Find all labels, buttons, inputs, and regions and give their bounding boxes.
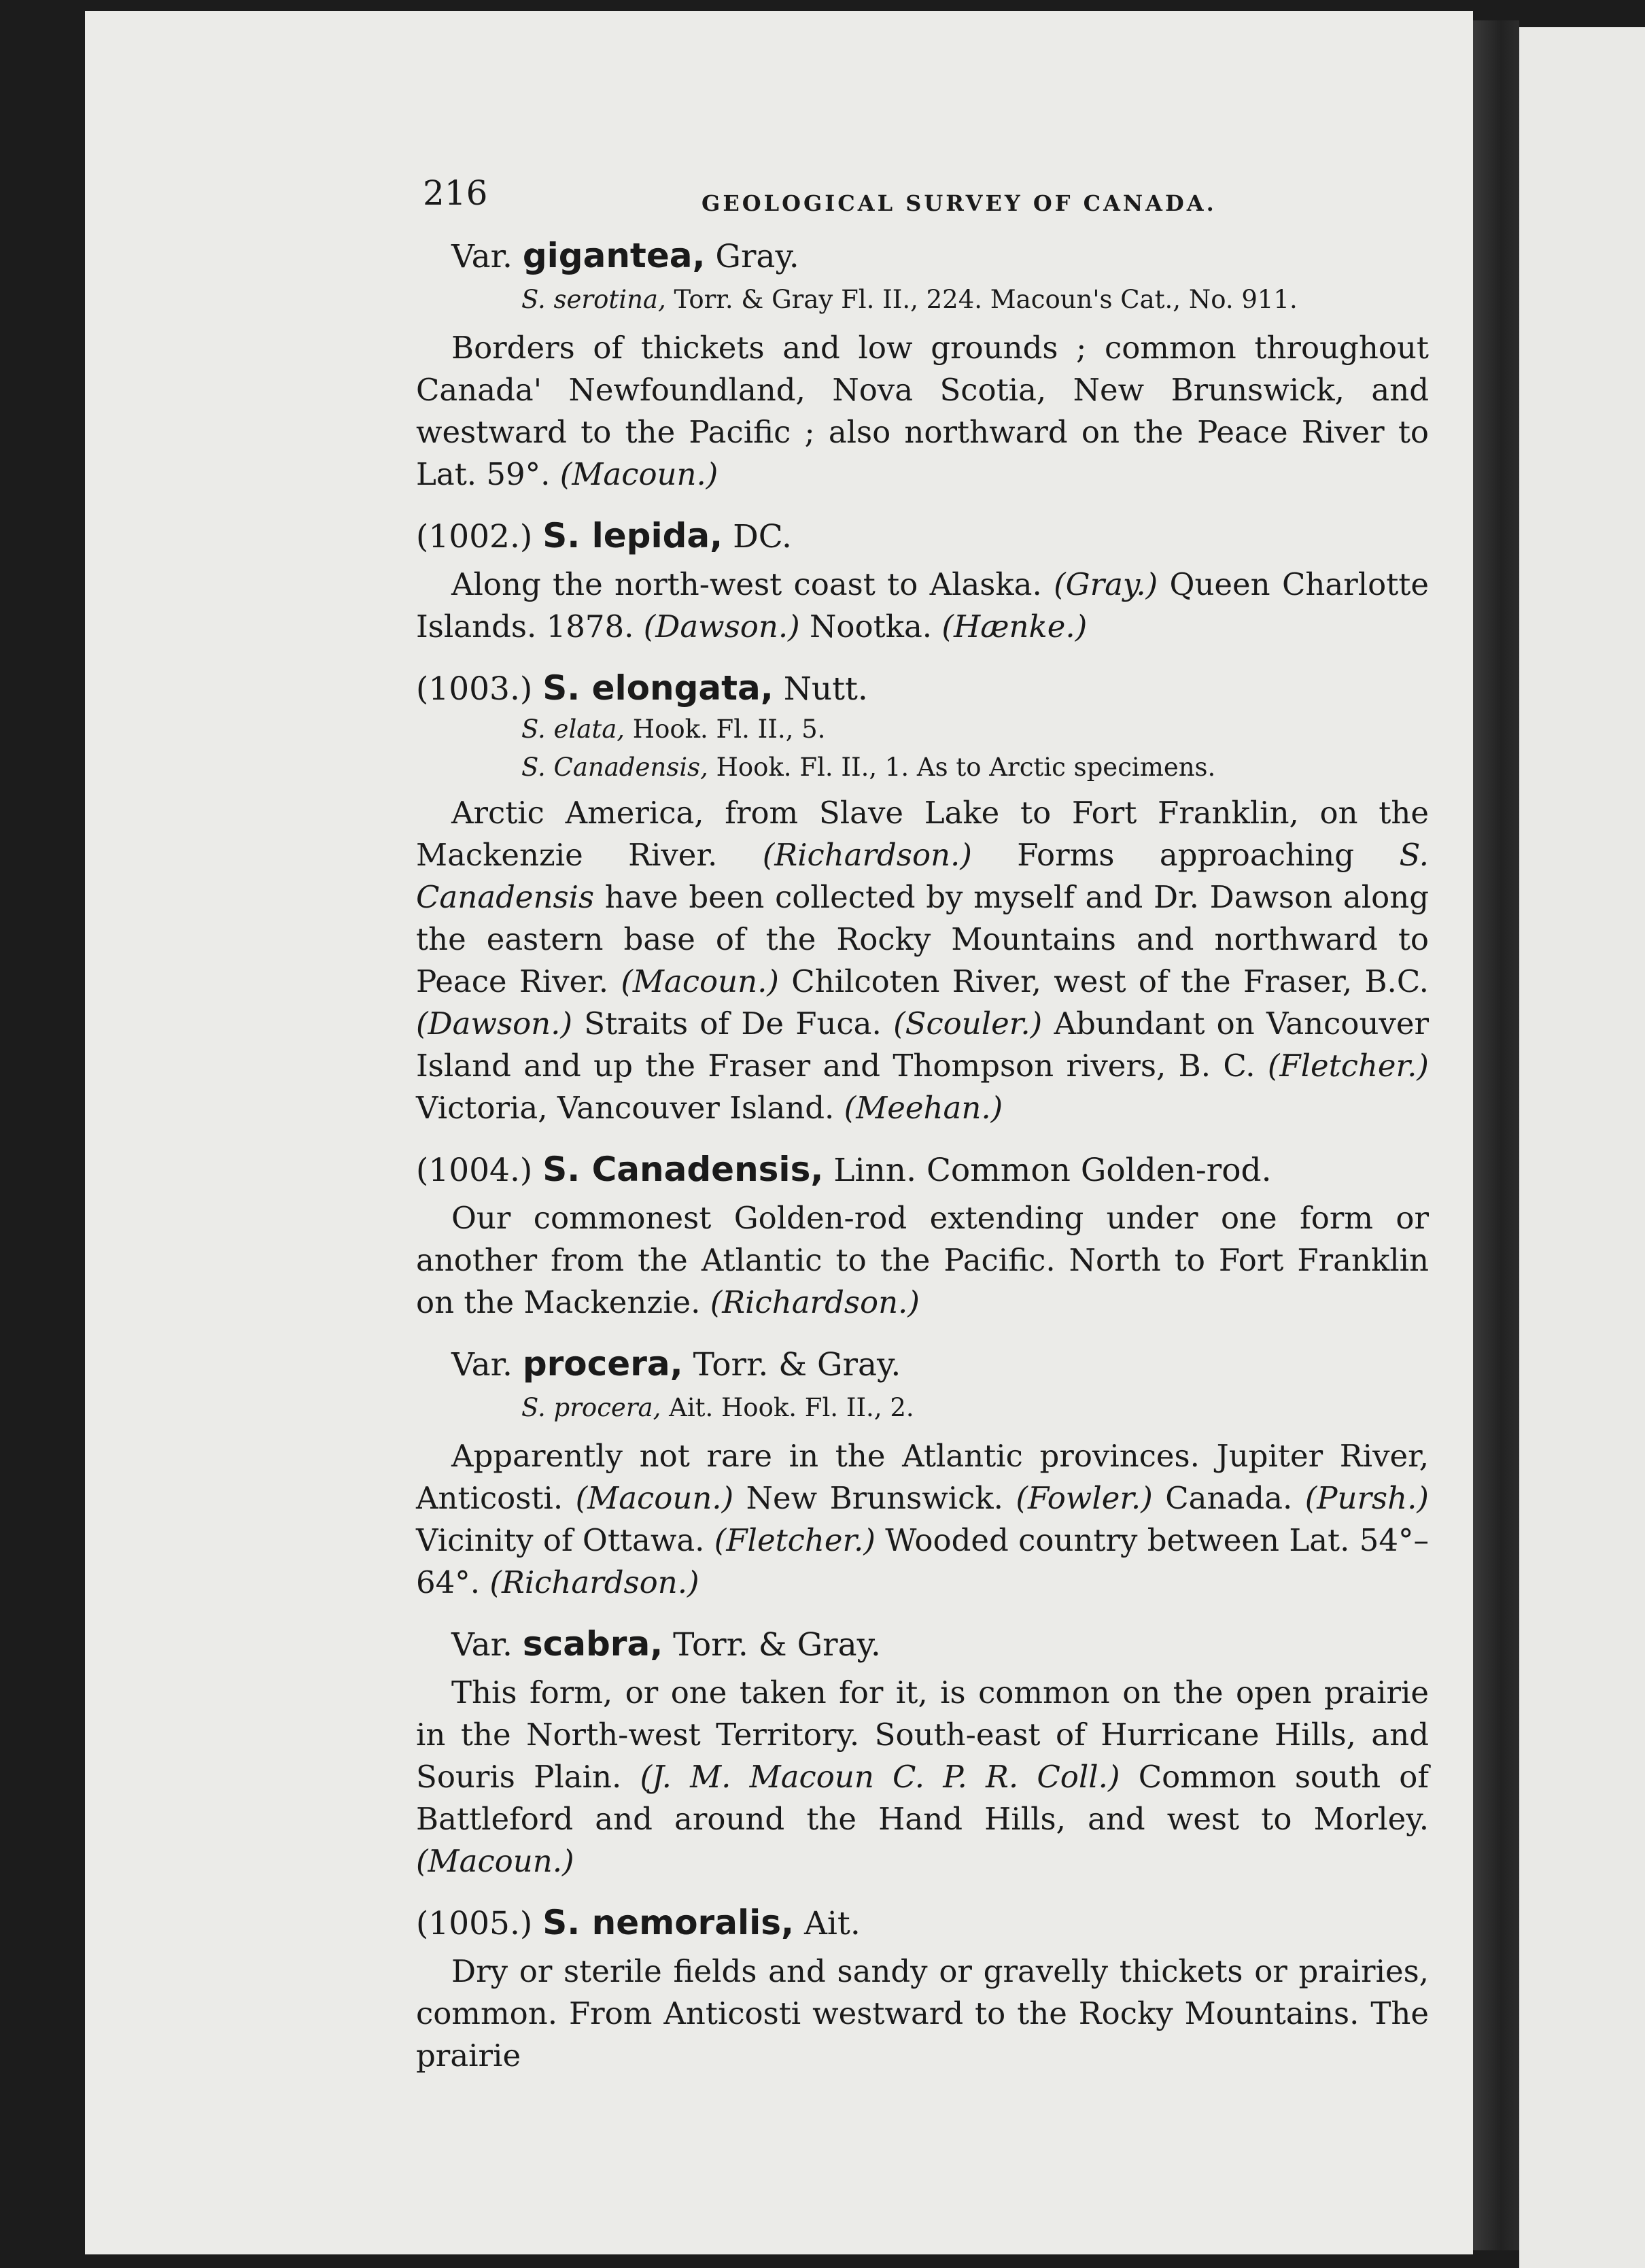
page-edge-shadow xyxy=(1473,20,1519,2250)
page-number: 216 xyxy=(423,173,488,213)
entry-heading: (1005.) S. nemoralis, Ait. xyxy=(416,1903,861,1942)
running-title: GEOLOGICAL SURVEY OF CANADA. xyxy=(702,190,1217,216)
entry-description: Arctic America, from Slave Lake to Fort Franklin, on the Mackenzie River. (Richardson.) Forms approaching S. Canadensis have been collected by myself and Dr. Dawson along the eastern base of the Rocky Mountains and northward to Peace River. (Macoun.) Chilcoten River, west of the Fraser, B.C. (Dawson.) Straits of De Fuca. (Scouler.) Abundant on Vancouver Island and up the Fraser and Thompson rivers, B. C. (Fletcher.) Victoria, Vancouver Island. (Meehan.) xyxy=(416,795,1430,1126)
page-text xyxy=(416,173,1429,2077)
entry-description: Borders of thickets and low grounds ; common throughout Canada' Newfoundland, Nova Scotia, New Brunswick, and westward to the Pacific ; also northward on the Peace River to Lat. 59°. (Macoun.) xyxy=(416,330,1429,492)
synonym: S. serotina, Torr. & Gray Fl. II., 224. Macoun's Cat., No. 911. xyxy=(521,285,1298,314)
entry-description: Along the north-west coast to Alaska. (Gray.) Queen Charlotte Islands. 1878. (Dawson.) Nootka. (Hænke.) xyxy=(416,566,1429,645)
entry-description: Our commonest Golden-rod extending under one form or another from the Atlantic to the Pacific. North to Fort Franklin on the Mackenzie. (Richardson.) xyxy=(416,1200,1429,1320)
synonym: S. elata, Hook. Fl. II., 5. xyxy=(521,715,826,744)
entry-description: Dry or sterile fields and sandy or gravelly thickets or prairies, common. From Anticosti westward to the Rocky Mountains. The prairie xyxy=(416,1953,1429,2074)
entry-heading: Var. gigantea, Gray. xyxy=(451,236,799,275)
synonym: S. procera, Ait. Hook. Fl. II., 2. xyxy=(521,1393,914,1422)
synonym: S. Canadensis, Hook. Fl. II., 1. As to Arctic specimens. xyxy=(521,753,1216,782)
entry-heading: (1004.) S. Canadensis, Linn. Common Golden-rod. xyxy=(416,1150,1272,1189)
entry-heading: (1003.) S. elongata, Nutt. xyxy=(416,668,868,708)
entry-heading: Var. procera, Torr. & Gray. xyxy=(451,1344,901,1384)
page-header xyxy=(416,173,1429,235)
facing-page-edge xyxy=(1519,27,1645,2268)
entry-description: Apparently not rare in the Atlantic provinces. Jupiter River, Anticosti. (Macoun.) New Brunswick. (Fowler.) Canada. (Pursh.) Vicinity of Ottawa. (Fletcher.) Wooded country between Lat. 54°–64°. (Richardson.) xyxy=(416,1438,1429,1600)
entry-heading: (1002.) S. lepida, DC. xyxy=(416,516,792,555)
entry-heading: Var. scabra, Torr. & Gray. xyxy=(451,1624,881,1664)
entry-description: This form, or one taken for it, is common on the open prairie in the North-west Territory. South-east of Hurricane Hills, and Souris Plain. (J. M. Macoun C. P. R. Coll.) Common south of Battleford and around the Hand Hills, and west to Morley. (Macoun.) xyxy=(416,1674,1429,1879)
